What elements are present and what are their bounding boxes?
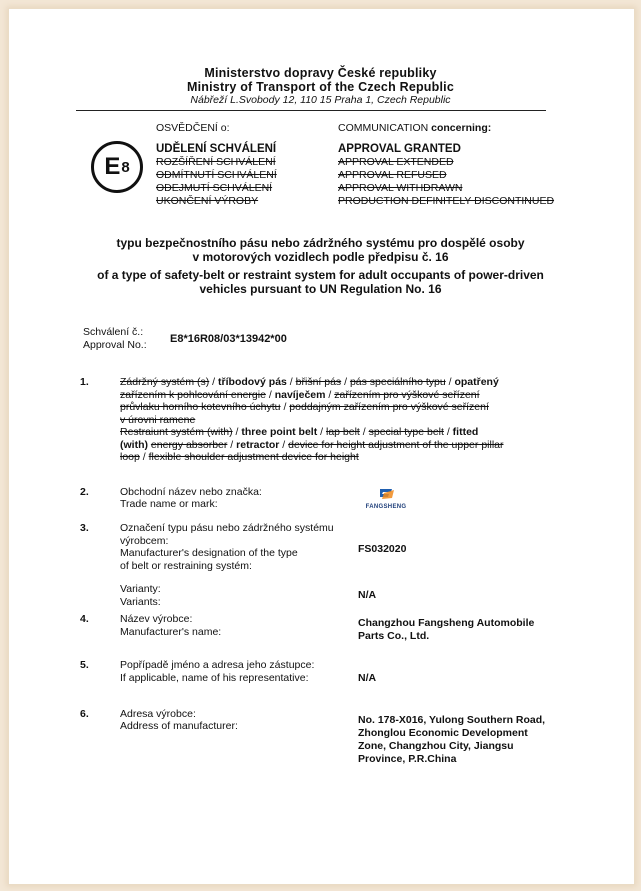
- approval-refused-cz: ODMÍTNUTÍ SCHVÁLENÍ: [156, 169, 277, 181]
- e-mark-icon: E 8: [91, 141, 143, 193]
- item4-number: 4.: [80, 613, 89, 625]
- logo-wordmark: FANGSHENG: [365, 504, 407, 510]
- item1-cz-line4: v úrovni ramene: [120, 413, 196, 426]
- item4-value-line2: Parts Co., Ltd.: [358, 630, 430, 642]
- production-discontinued-en: PRODUCTION DEFINITELY DISCONTINUED: [338, 195, 555, 207]
- item5-value: N/A: [358, 672, 377, 684]
- item5-label-cz: Popřípadě jméno a adresa jeho zástupce:: [120, 659, 315, 671]
- approval-withdrawn-cz: ODEJMUTÍ SCHVÁLENÍ: [156, 182, 273, 194]
- approval-number: E8*16R08/03*13942*00: [170, 333, 287, 345]
- production-discontinued-cz: UKONČENÍ VÝROBY: [156, 195, 259, 207]
- approval-extended-en: APPROVAL EXTENDED: [338, 156, 454, 168]
- ministry-address: Nábřeží L.Svobody 12, 110 15 Praha 1, Czech Republic: [190, 94, 451, 106]
- item3-label-en2: of belt or restraining systém:: [120, 560, 252, 572]
- item6-value-line3: Zone, Changzhou City, Jiangsu: [358, 740, 514, 752]
- item6-label-cz: Adresa výrobce:: [120, 708, 196, 720]
- item1-cz-line3: průvlaku horního kotevního úchytu / poddajným zařízením pro výškové seřízení: [120, 401, 489, 413]
- item6-value-line2: Zhonglou Economic Development: [358, 727, 528, 739]
- approval-granted-en: APPROVAL GRANTED: [338, 143, 461, 155]
- item4-label-en: Manufacturer's name:: [120, 626, 222, 638]
- item3-designation-value: FS032020: [358, 543, 407, 555]
- approval-refused-en: APPROVAL REFUSED: [338, 169, 447, 181]
- title-en-line2: vehicles pursuant to UN Regulation No. 16: [199, 282, 442, 296]
- communication-label-cz: OSVĚDČENÍ o:: [156, 122, 230, 134]
- item4-label-cz: Název výrobce:: [120, 613, 193, 625]
- header-divider: [76, 110, 546, 111]
- approval-label-cz: Schválení č.:: [83, 326, 144, 338]
- item2-label-cz: Obchodní název nebo značka:: [120, 486, 262, 498]
- approval-withdrawn-en: APPROVAL WITHDRAWN: [338, 182, 463, 194]
- item6-label-en: Address of manufacturer:: [120, 720, 238, 732]
- fangsheng-logo: [362, 487, 410, 510]
- approval-label-en: Approval No.:: [83, 339, 147, 351]
- item1-text: [120, 376, 560, 464]
- communication-label-en: COMMUNICATION concerning:: [338, 122, 492, 134]
- approval-extended-cz: ROZŠÍŘENÍ SCHVÁLENÍ: [156, 156, 276, 168]
- item3-label-cz1: Označení typu pásu nebo zádržného systému: [120, 522, 334, 534]
- item6-value-line1: No. 178-X016, Yulong Southern Road,: [358, 714, 546, 726]
- title-cz-line2: v motorových vozidlech podle předpisu č. 16: [192, 250, 449, 264]
- item6-value-line4: Province, P.R.China: [358, 753, 457, 765]
- item3-variants-value: N/A: [358, 589, 377, 601]
- title-en-line1: of a type of safety-belt or restraint system for adult occupants of power-driven: [97, 268, 544, 282]
- title-cz-line1: typu bezpečnostního pásu nebo zádržného systému pro dospělé osoby: [116, 236, 525, 250]
- item3-number: 3.: [80, 522, 89, 534]
- item5-number: 5.: [80, 659, 89, 671]
- item1-en-line3: loop / flexible shoulder adjustment device for height: [120, 451, 359, 463]
- item2-label-en: Trade name or mark:: [120, 498, 218, 510]
- fangsheng-logo-icon: [362, 488, 410, 500]
- item1-en-line1: Restraiunt systém (with) / three point belt / lap belt / special type belt / fitted: [120, 426, 479, 438]
- ministry-name-en: Ministry of Transport of the Czech Republic: [187, 80, 454, 94]
- item2-number: 2.: [80, 486, 89, 498]
- item6-number: 6.: [80, 708, 89, 720]
- item3-label-en1: Manufacturer's designation of the type: [120, 547, 298, 559]
- item1-cz-line2: zařízením k pohlcování energie / navíječem / zařízením pro výškové seřízení: [120, 388, 480, 401]
- item3-variants-en: Variants:: [120, 596, 161, 608]
- item4-value-line1: Changzhou Fangsheng Automobile: [358, 617, 535, 629]
- approval-granted-cz: UDĚLENÍ SCHVÁLENÍ: [156, 143, 277, 155]
- item1-number: 1.: [80, 376, 89, 388]
- ministry-name-cz: Ministerstvo dopravy České republiky: [204, 66, 437, 80]
- item1-en-line2: (with) energy absorber / retractor / device for height adjustment of the upper pillar: [120, 438, 504, 451]
- item5-label-en: If applicable, name of his representative:: [120, 672, 309, 684]
- item1-cz-line1: Zádržný systém (s) / tříbodový pás / břišní pás / pás speciálního typu / opatřený: [120, 376, 499, 388]
- item3-variants-cz: Varianty:: [120, 583, 161, 595]
- item3-label-cz2: výrobcem:: [120, 535, 169, 547]
